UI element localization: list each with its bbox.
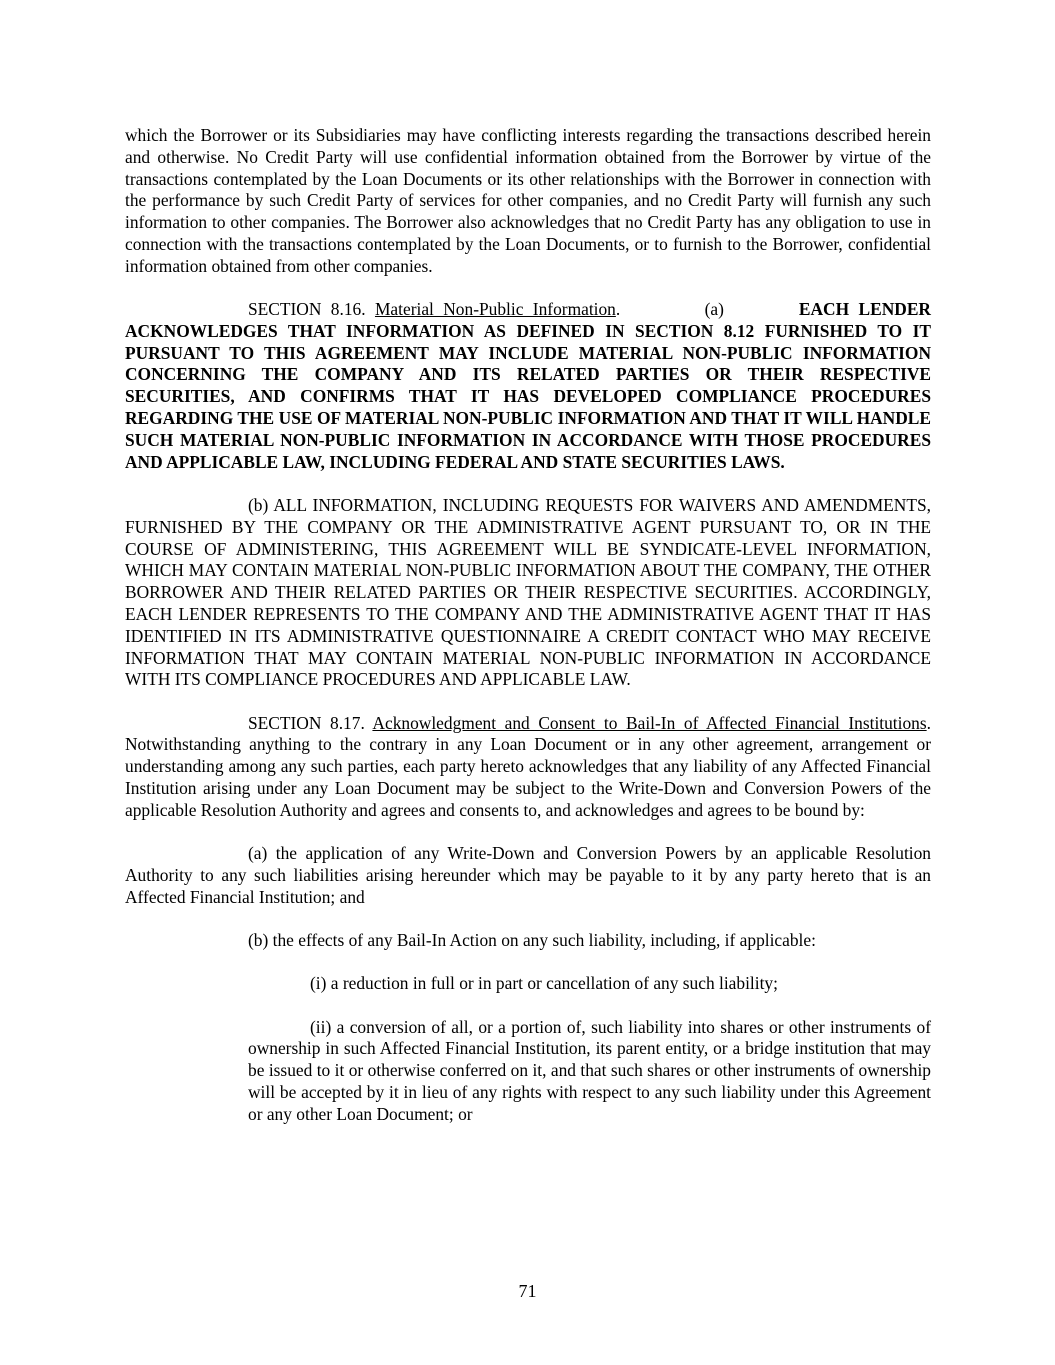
section-8-17-intro <box>125 713 931 822</box>
section-8-17-body: . Notwithstanding anything to the contrary in any Loan Document or in any other agreement, arrangement or understanding among any such parties, each party hereto acknowledges that any liability of any Affected Financial Institution arising under any Loan Document may be subject to the Write-Down and Conversion Powers of the applicable Resolution Authority and agrees and consents to, and acknowledges and agrees to be bound by: <box>125 712 931 820</box>
section-8-16-number: SECTION 8.16. <box>248 299 366 320</box>
page-number: 71 <box>518 1281 537 1301</box>
paragraph-confidential-information: which the Borrower or its Subsidiaries may have conflicting interests regarding the transactions described herein and otherwise. No Credit Party will use confidential information obtained from the Borrower by virtue of the transactions contemplated by the Loan Documents or its other relationships with the Borrower in connection with the performance by such Credit Party of services for other companies, and no Credit Party will furnish any such information to other companies. The Borrower also acknowledges that no Credit Party has any obligation to use in connection with the transactions contemplated by the Loan Documents, or to furnish to the Borrower, confidential information obtained from other companies. <box>125 125 931 276</box>
document-page <box>125 125 931 1126</box>
section-8-17-clause-b: (b) the effects of any Bail-In Action on any such liability, including, if applicable: <box>248 930 816 950</box>
section-8-16-clause-a-text: EACH LENDER ACKNOWLEDGES THAT INFORMATION AS DEFINED IN SECTION 8.12 FURNISHED TO IT PURSUANT TO THIS AGREEMENT MAY INCLUDE MATERIAL NON-PUBLIC INFORMATION CONCERNING THE COMPANY AND ITS RELATED PARTIES OR THEIR RESPECTIVE SECURITIES, AND CONFIRMS THAT IT HAS DEVELOPED COMPLIANCE PROCEDURES REGARDING THE USE OF MATERIAL NON-PUBLIC INFORMATION AND THAT IT WILL HANDLE SUCH MATERIAL NON-PUBLIC INFORMATION IN ACCORDANCE WITH THOSE PROCEDURES AND APPLICABLE LAW, INCLUDING FEDERAL AND STATE SECURITIES LAWS. <box>125 299 931 472</box>
section-8-17-number: SECTION 8.17. <box>248 712 365 733</box>
section-8-16-clause-a: SECTION 8.16. Material Non-Public Information. (a) EACH LENDER ACKNOWLEDGES THAT INFORMATION AS DEFINED IN SECTION 8.12 FURNISHED TO IT PURSUANT TO THIS AGREEMENT MAY INCLUDE MATERIAL NON-PUBLIC INFORMATION CONCERNING THE COMPANY AND ITS RELATED PARTIES OR THEIR RESPECTIVE SECURITIES, AND CONFIRMS THAT IT HAS DEVELOPED COMPLIANCE PROCEDURES REGARDING THE USE OF MATERIAL NON-PUBLIC INFORMATION AND THAT IT WILL HANDLE SUCH MATERIAL NON-PUBLIC INFORMATION IN ACCORDANCE WITH THOSE PROCEDURES AND APPLICABLE LAW, INCLUDING FEDERAL AND STATE SECURITIES LAWS. <box>125 299 931 472</box>
section-8-17-clause-b-i: (i) a reduction in full or in part or cancellation of any such liability; <box>310 973 778 994</box>
section-8-17-clause-a: (a) the application of any Write-Down and Conversion Powers by an applicable Resolution Authority to any such liabilities arising hereunder which may be payable to it by any party hereto that is an Affected Financial Institution; and <box>125 843 931 907</box>
section-8-16-title: Material Non-Public Information <box>374 299 616 320</box>
section-8-17-title: Acknowledgment and Consent to Bail-In of Affected Financial Institutions <box>372 712 927 733</box>
section-8-16-clause-a-label: (a) <box>704 299 724 320</box>
section-8-17-clause-b-ii: (ii) a conversion of all, or a portion of, such liability into shares or other instruments of ownership in such Affected Financial Institution, its parent entity, or a bridge institution that may be issued to it or otherwise conferred on it, and that such shares or other instruments of ownership will be accepted by it in lieu of any rights with respect to any such liability under this Agreement or any other Loan Document; or <box>248 1016 931 1124</box>
section-8-16-clause-b: (b) ALL INFORMATION, INCLUDING REQUESTS FOR WAIVERS AND AMENDMENTS, FURNISHED BY THE COMPANY OR THE ADMINISTRATIVE AGENT PURSUANT TO, OR IN THE COURSE OF ADMINISTERING, THIS AGREEMENT WILL BE SYNDICATE-LEVEL INFORMATION, WHICH MAY CONTAIN MATERIAL NON-PUBLIC INFORMATION ABOUT THE COMPANY, THE OTHER BORROWER AND THEIR RELATED PARTIES OR THEIR RESPECTIVE SECURITIES. ACCORDINGLY, EACH LENDER REPRESENTS TO THE COMPANY AND THE ADMINISTRATIVE AGENT THAT IT HAS IDENTIFIED IN ITS ADMINISTRATIVE QUESTIONNAIRE A CREDIT CONTACT WHO MAY RECEIVE INFORMATION THAT MAY CONTAIN MATERIAL NON-PUBLIC INFORMATION IN ACCORDANCE WITH ITS COMPLIANCE PROCEDURES AND APPLICABLE LAW. <box>125 494 931 690</box>
